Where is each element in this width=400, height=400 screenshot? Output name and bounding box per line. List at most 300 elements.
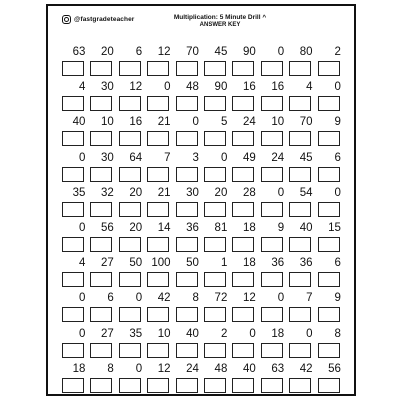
answer-cell [261,152,289,187]
answer-number: 12 [157,362,171,375]
answer-box[interactable] [318,167,340,182]
answer-box[interactable] [62,167,84,182]
answer-box[interactable] [204,378,226,393]
answer-cell [147,46,175,81]
answer-box[interactable] [289,202,311,217]
answer-box[interactable] [318,61,340,76]
answer-box[interactable] [147,96,169,111]
answer-number: 10 [157,327,171,340]
answer-cell [176,187,204,222]
answer-number: 9 [334,116,341,129]
answer-cell [204,328,232,363]
answer-box[interactable] [232,378,254,393]
answer-number: 20 [129,186,143,199]
answer-cell [90,152,118,187]
answer-number: 63 [72,46,86,58]
answer-number: 8 [107,362,114,375]
answer-box[interactable] [176,272,198,287]
answer-cell [261,292,289,327]
answer-box[interactable] [119,61,141,76]
answer-number: 30 [186,186,199,199]
answer-box[interactable] [176,343,198,358]
answer-box[interactable] [90,307,112,322]
answer-cell [318,328,346,363]
answer-cell [62,81,90,116]
answer-box[interactable] [62,61,84,76]
answer-number: 8 [334,327,341,340]
answer-number: 4 [306,81,313,94]
answer-box[interactable] [119,272,141,287]
answer-box[interactable] [176,378,198,393]
answer-box[interactable] [90,131,112,146]
answer-box[interactable] [261,96,283,111]
answer-box[interactable] [147,61,169,76]
answer-box[interactable] [318,378,340,393]
answer-cell [232,81,260,116]
answer-cell [147,187,175,222]
answer-number: 0 [334,186,341,199]
answer-number: 24 [186,362,199,375]
answer-number: 50 [129,257,143,270]
answer-cell [176,363,204,398]
answer-cell [261,328,289,363]
answer-box[interactable] [261,307,283,322]
answer-cell [204,363,232,398]
answer-cell [147,257,175,292]
answer-cell [232,46,260,81]
answer-box[interactable] [261,131,283,146]
answer-box[interactable] [289,131,311,146]
answer-cell [289,222,317,257]
answer-number: 64 [129,151,143,164]
answer-number: 18 [242,257,256,270]
answer-number: 4 [78,257,86,270]
answer-box[interactable] [289,61,311,76]
answer-cell [90,222,118,257]
answer-cell [289,187,317,222]
answer-box[interactable] [318,272,340,287]
answer-cell [232,152,260,187]
answer-number: 40 [299,221,313,234]
answer-box[interactable] [119,307,141,322]
answer-grid [62,46,346,398]
answer-box[interactable] [147,202,169,217]
answer-box[interactable] [147,272,169,287]
title-block [160,14,280,28]
answer-cell [261,116,289,151]
answer-cell [176,81,204,116]
answer-box[interactable] [176,237,198,252]
answer-cell [289,116,317,151]
answer-box[interactable] [232,343,254,358]
answer-cell [289,328,317,363]
answer-box[interactable] [119,167,141,182]
answer-number: 18 [242,221,256,234]
answer-cell [176,222,204,257]
answer-number: 2 [220,327,228,340]
worksheet [46,4,356,396]
answer-cell [232,363,260,398]
answer-number: 54 [299,186,313,199]
answer-box[interactable] [62,131,84,146]
answer-number: 36 [186,221,199,234]
answer-number: 30 [100,151,114,164]
answer-number: 45 [299,151,313,164]
answer-number: 24 [271,151,285,164]
answer-number: 72 [214,292,228,305]
answer-box[interactable] [232,272,254,287]
answer-number: 100 [151,257,171,270]
answer-box[interactable] [147,237,169,252]
answer-number: 20 [100,46,114,58]
answer-box[interactable] [176,61,198,76]
answer-cell [90,363,118,398]
answer-number: 45 [214,46,228,58]
answer-cell [147,152,175,187]
answer-number: 0 [192,116,199,129]
answer-box[interactable] [90,272,112,287]
answer-number: 0 [277,292,285,305]
answer-box[interactable] [119,378,141,393]
answer-number: 7 [164,151,171,164]
answer-number: 21 [157,116,171,129]
answer-number: 3 [192,151,199,164]
answer-box[interactable] [119,237,141,252]
answer-box[interactable] [318,202,340,217]
answer-number: 14 [157,221,171,234]
answer-cell [318,81,346,116]
answer-cell [62,363,90,398]
answer-box[interactable] [90,61,112,76]
answer-number: 0 [78,292,86,305]
answer-number: 6 [334,151,341,164]
answer-number: 7 [306,292,313,305]
answer-number: 27 [100,327,114,340]
answer-number: 63 [271,362,285,375]
answer-number: 0 [78,327,86,340]
answer-number: 12 [157,46,171,58]
answer-number: 90 [242,46,256,58]
answer-box[interactable] [62,272,84,287]
answer-cell [90,81,118,116]
answer-box[interactable] [261,237,283,252]
answer-number: 49 [242,151,256,164]
answer-cell [289,363,317,398]
answer-number: 48 [214,362,228,375]
answer-cell [232,292,260,327]
answer-number: 56 [328,362,341,375]
answer-box[interactable] [119,96,141,111]
answer-number: 0 [277,46,285,58]
answer-cell [289,46,317,81]
answer-box[interactable] [147,378,169,393]
answer-cell [119,292,147,327]
answer-box[interactable] [204,343,226,358]
answer-box[interactable] [62,343,84,358]
answer-number: 27 [100,257,114,270]
answer-box[interactable] [176,167,198,182]
answer-box[interactable] [176,131,198,146]
answer-cell [289,81,317,116]
answer-cell [90,116,118,151]
answer-box[interactable] [232,61,254,76]
answer-number: 0 [277,186,285,199]
answer-number: 70 [299,116,313,129]
answer-cell [62,292,90,327]
answer-cell [261,257,289,292]
answer-cell [119,363,147,398]
answer-number: 40 [186,327,199,340]
answer-number: 48 [186,81,199,94]
answer-cell [90,257,118,292]
answer-cell [147,222,175,257]
answer-number: 20 [214,186,228,199]
answer-box[interactable] [204,307,226,322]
answer-cell [62,257,90,292]
answer-box[interactable] [232,131,254,146]
answer-number: 20 [129,221,143,234]
answer-number: 4 [78,81,86,94]
answer-box[interactable] [232,96,254,111]
answer-cell [119,116,147,151]
answer-cell [147,292,175,327]
answer-number: 32 [100,186,114,199]
answer-box[interactable] [147,343,169,358]
answer-cell [289,257,317,292]
answer-cell [90,46,118,81]
answer-number: 5 [220,116,228,129]
answer-number: 35 [129,327,143,340]
answer-box[interactable] [204,61,226,76]
answer-number: 10 [271,116,285,129]
answer-number: 36 [299,257,313,270]
answer-number: 80 [299,46,313,58]
answer-number: 42 [157,292,171,305]
answer-cell [147,328,175,363]
answer-box[interactable] [90,167,112,182]
answer-box[interactable] [204,131,226,146]
answer-cell [62,152,90,187]
answer-box[interactable] [261,61,283,76]
answer-box[interactable] [318,343,340,358]
answer-box[interactable] [289,272,311,287]
answer-number: 0 [164,81,171,94]
answer-cell [232,116,260,151]
answer-number: 70 [186,46,199,58]
answer-box[interactable] [119,343,141,358]
worksheet-subtitle: ANSWER KEY [199,22,241,28]
answer-number: 0 [249,327,256,340]
answer-cell [261,363,289,398]
answer-number: 28 [242,186,256,199]
answer-cell [176,292,204,327]
answer-number: 9 [334,292,341,305]
answer-cell [119,152,147,187]
answer-number: 21 [157,186,171,199]
answer-cell [204,116,232,151]
answer-box[interactable] [289,378,311,393]
answer-box[interactable] [147,131,169,146]
answer-box[interactable] [90,378,112,393]
answer-cell [318,363,346,398]
answer-number: 0 [306,327,313,340]
answer-cell [318,292,346,327]
answer-cell [204,292,232,327]
answer-cell [62,328,90,363]
answer-cell [232,257,260,292]
answer-box[interactable] [204,272,226,287]
answer-box[interactable] [147,167,169,182]
answer-box[interactable] [232,307,254,322]
answer-cell [318,222,346,257]
answer-cell [62,187,90,222]
answer-box[interactable] [119,131,141,146]
answer-box[interactable] [204,167,226,182]
answer-number: 56 [100,221,114,234]
answer-cell [119,187,147,222]
answer-cell [261,222,289,257]
answer-cell [176,257,204,292]
answer-number: 40 [72,116,86,129]
answer-number: 81 [214,221,228,234]
answer-cell [90,328,118,363]
answer-cell [232,222,260,257]
answer-box[interactable] [90,202,112,217]
answer-cell [119,46,147,81]
answer-number: 35 [72,186,86,199]
answer-number: 6 [135,46,143,58]
answer-number: 50 [186,257,199,270]
answer-number: 24 [242,116,256,129]
answer-number: 16 [242,81,256,94]
answer-number: 6 [107,292,114,305]
answer-cell [176,46,204,81]
answer-box[interactable] [261,167,283,182]
answer-box[interactable] [62,307,84,322]
answer-box[interactable] [204,96,226,111]
answer-cell [204,257,232,292]
answer-box[interactable] [289,307,311,322]
answer-box[interactable] [62,202,84,217]
answer-number: 0 [334,81,341,94]
answer-number: 0 [78,151,86,164]
answer-number: 1 [220,257,228,270]
answer-box[interactable] [176,96,198,111]
answer-number: 8 [192,292,199,305]
answer-box[interactable] [204,202,226,217]
answer-cell [62,46,90,81]
answer-number: 12 [242,292,256,305]
answer-box[interactable] [147,307,169,322]
answer-number: 40 [242,362,256,375]
answer-cell [204,46,232,81]
answer-number: 16 [271,81,285,94]
answer-cell [261,46,289,81]
answer-box[interactable] [318,307,340,322]
answer-number: 0 [135,362,143,375]
worksheet-header [48,6,354,36]
answer-box[interactable] [289,237,311,252]
answer-cell [318,152,346,187]
answer-box[interactable] [261,272,283,287]
answer-box[interactable] [318,237,340,252]
answer-number: 10 [100,116,114,129]
answer-box[interactable] [261,378,283,393]
answer-cell [176,116,204,151]
answer-box[interactable] [90,237,112,252]
answer-cell [289,152,317,187]
answer-box[interactable] [289,167,311,182]
answer-box[interactable] [62,378,84,393]
answer-box[interactable] [261,202,283,217]
answer-box[interactable] [261,343,283,358]
answer-box[interactable] [176,202,198,217]
answer-number: 0 [135,292,143,305]
answer-number: 6 [334,257,341,270]
answer-box[interactable] [318,96,340,111]
answer-cell [261,187,289,222]
answer-box[interactable] [62,237,84,252]
answer-number: 0 [78,221,86,234]
answer-number: 16 [129,116,143,129]
answer-cell [147,81,175,116]
answer-cell [176,152,204,187]
answer-number: 36 [271,257,285,270]
answer-number: 30 [100,81,114,94]
answer-box[interactable] [176,307,198,322]
answer-number: 2 [334,46,341,58]
answer-cell [90,187,118,222]
answer-box[interactable] [318,131,340,146]
answer-cell [318,187,346,222]
answer-number: 12 [129,81,143,94]
answer-box[interactable] [90,96,112,111]
answer-box[interactable] [62,96,84,111]
answer-cell [261,81,289,116]
instagram-icon [62,15,71,24]
answer-cell [119,222,147,257]
answer-cell [318,257,346,292]
answer-cell [318,46,346,81]
answer-box[interactable] [204,237,226,252]
answer-box[interactable] [232,167,254,182]
answer-number: 18 [72,362,86,375]
answer-number: 9 [277,221,285,234]
handle-text: @fastgradeteacher [74,16,135,23]
answer-cell [204,222,232,257]
instagram-handle [62,15,134,24]
answer-number: 18 [271,327,285,340]
worksheet-title: Multiplication: 5 Minute Drill ^ [173,14,267,21]
answer-cell [119,81,147,116]
answer-cell [204,81,232,116]
answer-box[interactable] [289,343,311,358]
answer-box[interactable] [232,202,254,217]
answer-box[interactable] [90,343,112,358]
answer-cell [176,328,204,363]
answer-cell [204,187,232,222]
answer-cell [232,328,260,363]
answer-cell [318,116,346,151]
answer-cell [62,116,90,151]
answer-cell [289,292,317,327]
answer-box[interactable] [119,202,141,217]
answer-box[interactable] [289,96,311,111]
answer-cell [119,257,147,292]
answer-cell [62,222,90,257]
answer-box[interactable] [232,237,254,252]
answer-number: 90 [214,81,228,94]
